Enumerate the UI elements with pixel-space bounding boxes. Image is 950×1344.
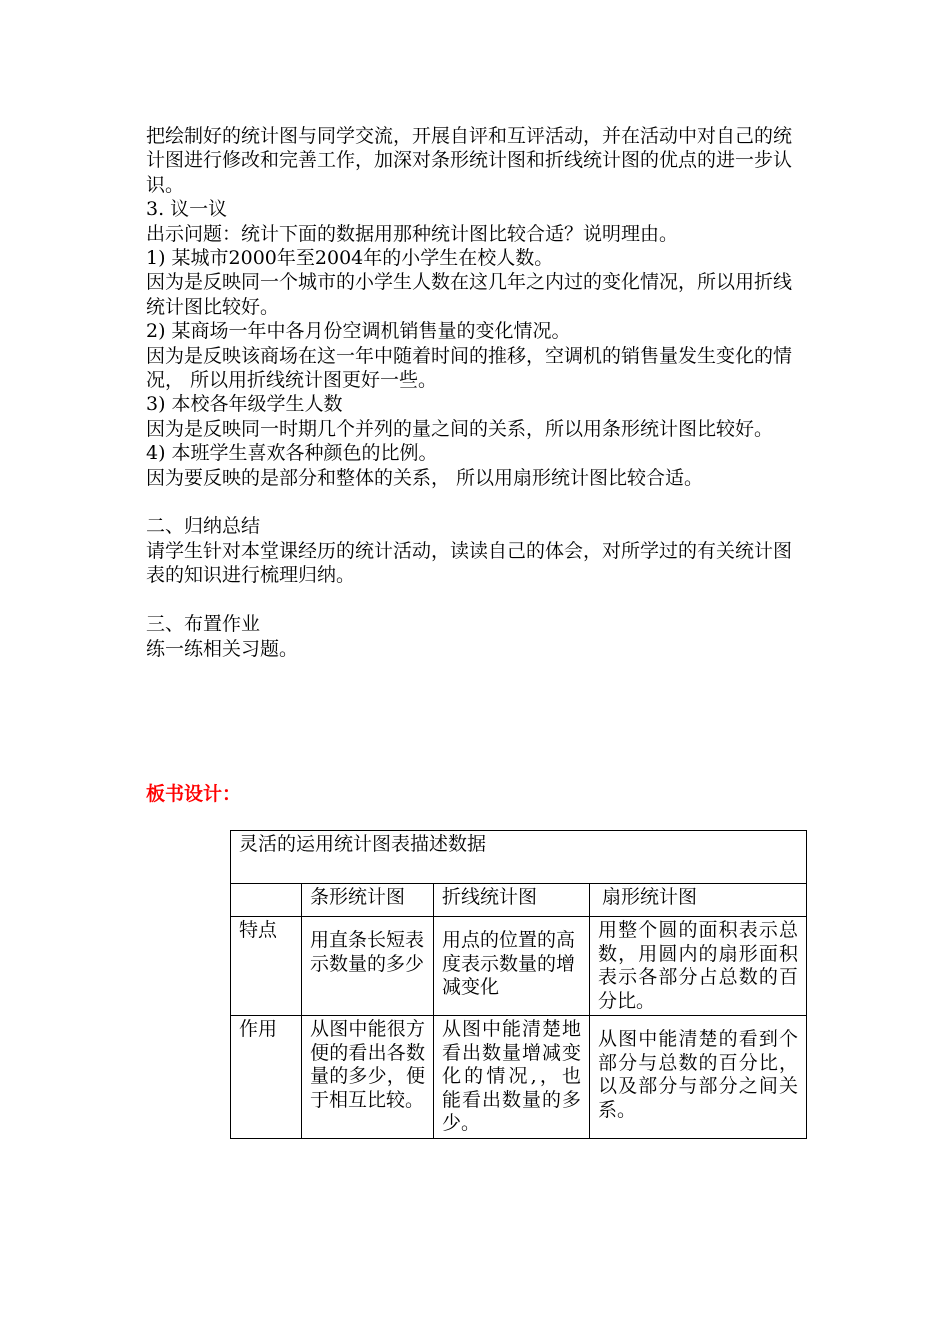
table-header-cell — [231, 884, 302, 917]
table-row — [231, 917, 807, 1016]
table-title-row — [231, 831, 807, 884]
row-label-features: 特点 — [231, 917, 302, 1016]
table-cell: 从图中能清楚地看出数量增减变化的情况,，也能看出数量的多少。 — [434, 1016, 590, 1139]
table-header-cell: 扇形统计图 — [590, 884, 807, 917]
section-homework-heading: 三、布置作业 — [146, 613, 261, 636]
table-cell: 用点的位置的高度表示数量的增减变化 — [434, 917, 590, 1016]
paragraph-reason-2: 因为是反映该商场在这一年中随着时间的推移，空调机的销售量发生变化的情况， 所以用折线统计图更好一些。 — [146, 344, 793, 392]
section-summary-text: 请学生针对本堂课经历的统计活动，读读自己的体会，对所学过的有关统计图表的知识进行梳理归纳。 — [146, 539, 793, 587]
paragraph-discuss-heading: 3. 议一议 — [146, 198, 228, 221]
board-design-heading: 板书设计： — [146, 783, 242, 805]
table-header-row — [231, 884, 807, 917]
paragraph-reason-4: 因为要反映的是部分和整体的关系， 所以用扇形统计图比较合适。 — [146, 466, 704, 489]
board-design-table — [230, 830, 807, 1139]
paragraph-item-2: 2) 某商场一年中各月份空调机销售量的变化情况。 — [146, 320, 571, 343]
spacer — [146, 588, 810, 612]
paragraph-exchange: 把绘制好的统计图与同学交流，开展自评和互评活动，并在活动中对自己的统计图进行修改和完善工作，加深对条形统计图和折线统计图的优点的进一步认识。 — [146, 125, 793, 196]
paragraph-question: 出示问题：统计下面的数据用那种统计图比较合适？说明理由。 — [146, 222, 679, 245]
table-cell: 用直条长短表示数量的多少 — [302, 917, 434, 1016]
paragraph-item-3: 3) 本校各年级学生人数 — [146, 393, 343, 416]
table-cell: 用整个圆的面积表示总数，用圆内的扇形面积表示各部分占总数的百分比。 — [590, 917, 807, 1016]
row-label-usage: 作用 — [231, 1016, 302, 1139]
paragraph-reason-1: 因为是反映同一个城市的小学生人数在这几年之内过的变化情况，所以用折线统计图比较好。 — [146, 271, 793, 318]
section-homework-text: 练一练相关习题。 — [146, 637, 299, 660]
paragraph-item-4: 4) 本班学生喜欢各种颜色的比例。 — [146, 442, 438, 465]
table-row — [231, 1016, 807, 1139]
table-cell: 从图中能很方便的看出各数量的多少，便于相互比较。 — [302, 1016, 434, 1139]
table-title: 灵活的运用统计图表描述数据 — [231, 831, 807, 884]
spacer — [146, 490, 810, 514]
paragraph-reason-3: 因为是反映同一时期几个并列的量之间的关系，所以用条形统计图比较好。 — [146, 417, 774, 440]
table-header-cell: 条形统计图 — [302, 884, 434, 917]
table-cell: 从图中能清楚的看到个部分与总数的百分比，以及部分与部分之间关系。 — [590, 1016, 807, 1139]
document-body — [146, 124, 810, 661]
table-header-cell: 折线统计图 — [434, 884, 590, 917]
paragraph-item-1: 1) 某城市2000年至2004年的小学生在校人数。 — [146, 247, 554, 270]
section-summary-heading: 二、归纳总结 — [146, 515, 261, 538]
